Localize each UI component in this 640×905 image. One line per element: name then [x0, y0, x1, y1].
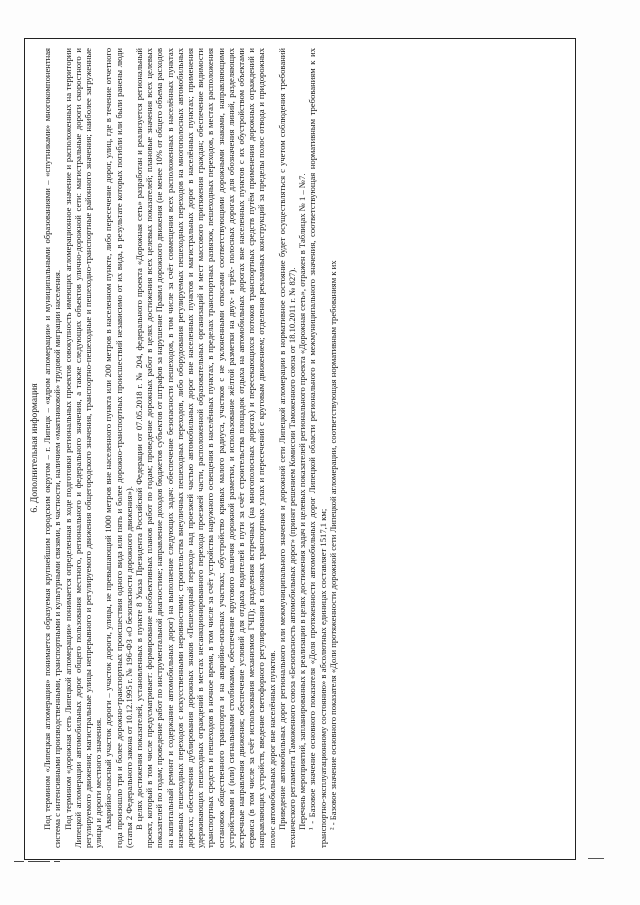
footnote-2: ² - Базовое значение основного показателя «Доли протяженности дорожной сети Липецкой агломерации, соответствующая нормативным требованиям к их: [327, 260, 338, 830]
paragraph-agglomeration-term: Под термином «Липецкая агломерация» понимается образуемая крупнейшим городским округом – г. Липецк – «ядром агломерации» и муниципальными образованиями – «спутниками» многокомпонентная система с интенсивными производственными, транспортными и культурными связями, в частности, наличием «маятниковой» трудовой миграции населения.: [42, 48, 63, 848]
paragraph-regional-project: В целях достижения показателей, установленных в пункте 8 Указа Президента Российской Федерации от 07.05.2018 г. № 204, федерального проекта «Дорожная сеть» разработан и реализуется региональный проект, который в том числе предусматривает: формирование необъективных планов работ по годам; проведение дорожных работ в целях достижения всех целевых показателей; плановые значения всех целевых показателей по годам; проведение работ по инструментальной диагностике; направление доходов бюджетов субъектов от штрафов за нарушение Правил дорожного движения (не менее 10% от общего объема расходов на капитальный ремонт и содержание автомобильных дорог) на выполнение следующих задач: обеспечение безопасности пешеходов, в том числе за счёт совмещения всех расположенных в населённых пунктах наземных пешеходных переходов с искусственными неровностями; строительства внеуличных пешеходных переходов, либо оборудования регулируемых пешеходных переходов на многополосных автомобильных дорогах; обеспечения дублирования дорожных знаков «Пешеходный переход» над проезжей частью автомобильных дорог вне населенных пунктов и магистральных дорог в населённых пунктах; применения удерживающих пешеходных ограждений в местах несанкционированного перехода проезжей части, расположенной образовательных организаций и мест массового притяжения граждан; обеспечение видимости транспортных средств и пешеходов в ночное время, в том числе за счёт устройства наружного освещения в населённых пунктах, в пределах транспортных развязок, пешеходных переходов, в местах расположения остановок общественного транспорта и на аварийно-опасных участках; обустройство кривых малого радиуса, участков с не уклоненными откосами соответствующими дорожными знаками, направляющими устройствами и (или) сигнальными столбиками, обеспечение кругового наличия дорожной разметки, и использование жёлтой разметки на двух- и трёх- полосных дорогах для обозначения линий, разделяющих встречные направления движения; обеспечение условий для отдыха водителей в пути за счёт строительства площадок отдыха на автомобильных дорогах вне населенных пунктов с их обустройством объектами сервиса (в том числе за счёт использования механизмов ГЧП); разделения встречных (на многополосных дорогах) и пересекающихся потоков транспортных средств путём применения дорожных ограждений и направляющих устройств, введение светофорного регулирования в сложных транспортных узлах и пересечений с круговым движением; отделения рекламных конструкций за пределы полос отвода и придорожных полос автомобильных дорог вне населённых пунктов.: [134, 48, 277, 848]
paragraph-dangerous-section: Аварийно-опасный участок дороги – участок дороги, улицы, не превышающий 1000 метров вне населенного пункта или 200 метров в населенном пункте, либо пересечение дорог, улиц, где в течение отчетного года произошло три и более дорожно-транспортных происшествия одного вида или пять и более дорожно-транспортных происшествий независимо от их вида, в результате которых погибли или были ранены люди (статья 2 Федерального закона от 10.12.1995 г. № 196-ФЗ «О безопасности дорожного движения»).: [103, 48, 134, 848]
scan-artifact-right: [588, 858, 612, 860]
paragraph-measures-list: Перечень мероприятий, запланированных к реализации в целях достижения задач и целевых показателей регионального проекта «Дорожная сеть», отражен в Таблицах № 1 – №7.: [297, 173, 308, 830]
paragraph-road-network-term: Под термином «дорожная сеть Липецкой агломерации» понимается определенная в ходе подготовки региональных проектов совокупность имеющих агломерационное значение и расположенных на территории Липецкой агломерации автомобильных дорог общего пользования местного, регионального и федерального значения, а также следующих объектов улично-дорожной сети: магистральные дороги скоростного и регулируемого движения; магистральные улицы непрерывного и регулируемого движения общегородского значения, транспортно-пешеходные и пешеходно-транспортные районного значения; наиболее загруженные улицы и дороги местного значения.: [62, 48, 104, 848]
paragraph-technical-regulation: Приведение автомобильных дорог регионального или межмуниципального значения и дорожной сети Липецкой агломерации в нормативное состояние будет осуществляться с учетом соблюдения требований технического регламента Таможенного союза «Безопасность автомобильных дорог» (принят решением Комиссии Таможенного союза от 18.10.2011 г. № 827).: [276, 48, 298, 848]
rotated-document-body: [24, 38, 576, 860]
footnote-1: ¹ - Базовое значение основного показателя «Доля протяженности автомобильных дорог Липецкой области регионального и межмуниципального значения, соответствующая нормативным требованиям к их транспортно-эксплуатационному состоянию» в абсолютных единицах составляет 1517,1 км;: [307, 48, 328, 848]
section-title: 6. Дополнительная информация: [30, 383, 40, 513]
scan-artifact-left: [14, 861, 74, 863]
